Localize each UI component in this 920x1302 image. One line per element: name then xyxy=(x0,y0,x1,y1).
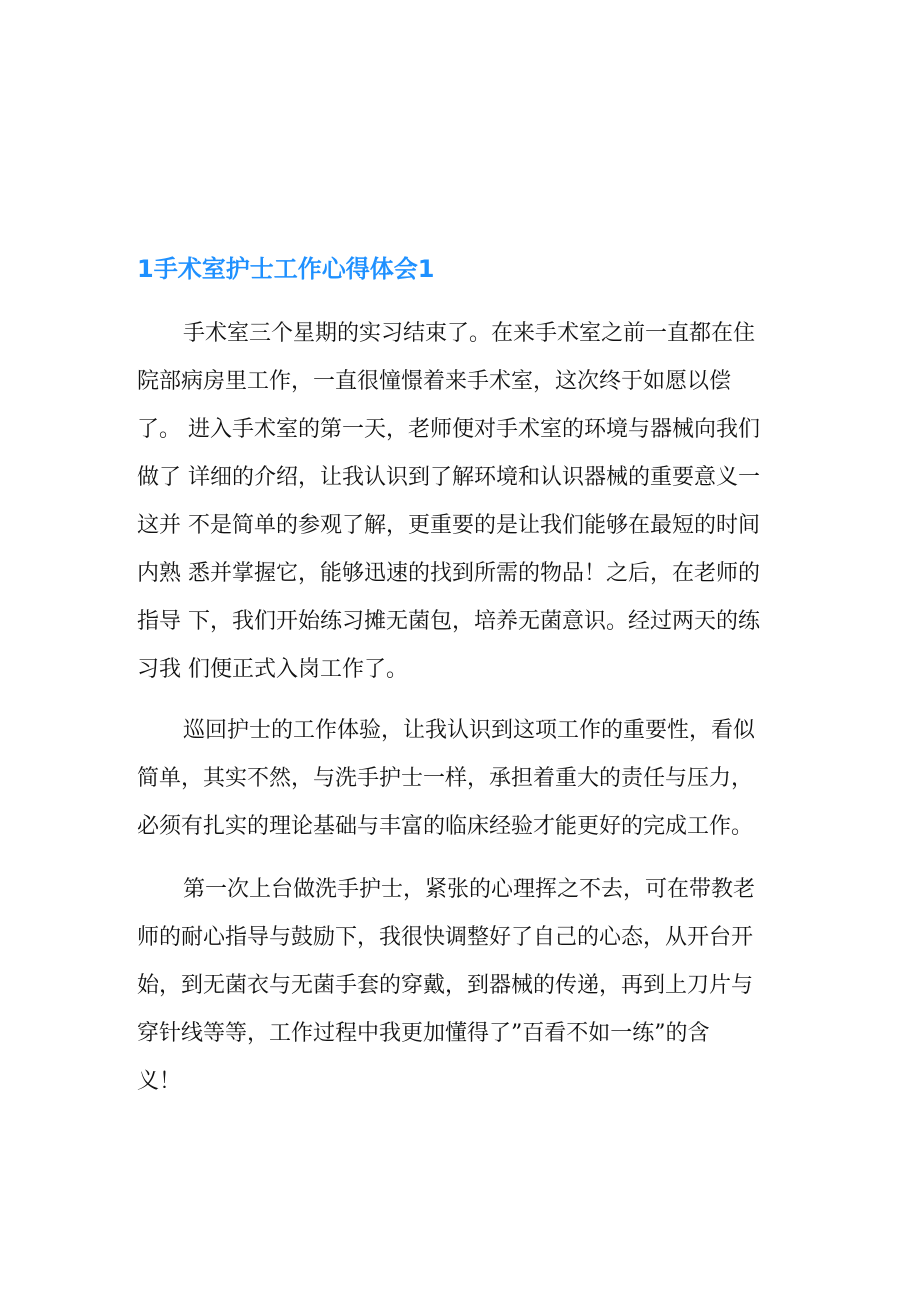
paragraph-line: 必须有扎实的理论基础与丰富的临床经验才能更好的完成工作。 xyxy=(137,814,754,839)
paragraph-2 xyxy=(137,707,797,851)
paragraph-line: 这并 不是简单的参观了解，更重要的是让我们能够在最短的时间 xyxy=(137,513,760,538)
paragraph-line: 义！ xyxy=(137,1069,182,1094)
paragraph-line: 内熟 悉并掌握它，能够迅速的找到所需的物品！之后，在老师的 xyxy=(137,561,760,586)
paragraph-3 xyxy=(137,866,797,1106)
paragraph-line: 习我 们便正式入岗工作了。 xyxy=(137,657,408,682)
paragraph-1 xyxy=(137,310,797,694)
paragraph-line: 了。 进入手术室的第一天，老师便对手术室的环境与器械向我们 xyxy=(137,417,760,442)
paragraph-line: 第一次上台做洗手护士，紧张的心理挥之不去，可在带教老 xyxy=(183,877,756,902)
paragraph-line: 师的耐心指导与鼓励下，我很快调整好了自己的心态，从开台开 xyxy=(137,925,754,950)
paragraph-line: 指导 下，我们开始练习摊无菌包，培养无菌意识。经过两天的练 xyxy=(137,609,760,634)
paragraph-line: 穿针线等等，工作过程中我更加懂得了”百看不如一练”的含 xyxy=(137,1021,710,1046)
paragraph-line: 做了 详细的介绍，让我认识到了解环境和认识器械的重要意义一 xyxy=(137,465,760,490)
paragraph-line: 院部病房里工作，一直很憧憬着来手术室，这次终于如愿以偿 xyxy=(137,369,732,394)
paragraph-line: 始，到无菌衣与无菌手套的穿戴，到器械的传递，再到上刀片与 xyxy=(137,973,754,998)
paragraph-line: 巡回护士的工作体验，让我认识到这项工作的重要性，看似 xyxy=(183,718,756,743)
paragraph-line: 手术室三个星期的实习结束了。在来手术室之前一直都在住 xyxy=(183,321,756,346)
document-title: 1手术室护士工作心得体会1 xyxy=(137,255,435,283)
paragraph-line: 简单，其实不然，与洗手护士一样，承担着重大的责任与压力， xyxy=(137,766,754,791)
